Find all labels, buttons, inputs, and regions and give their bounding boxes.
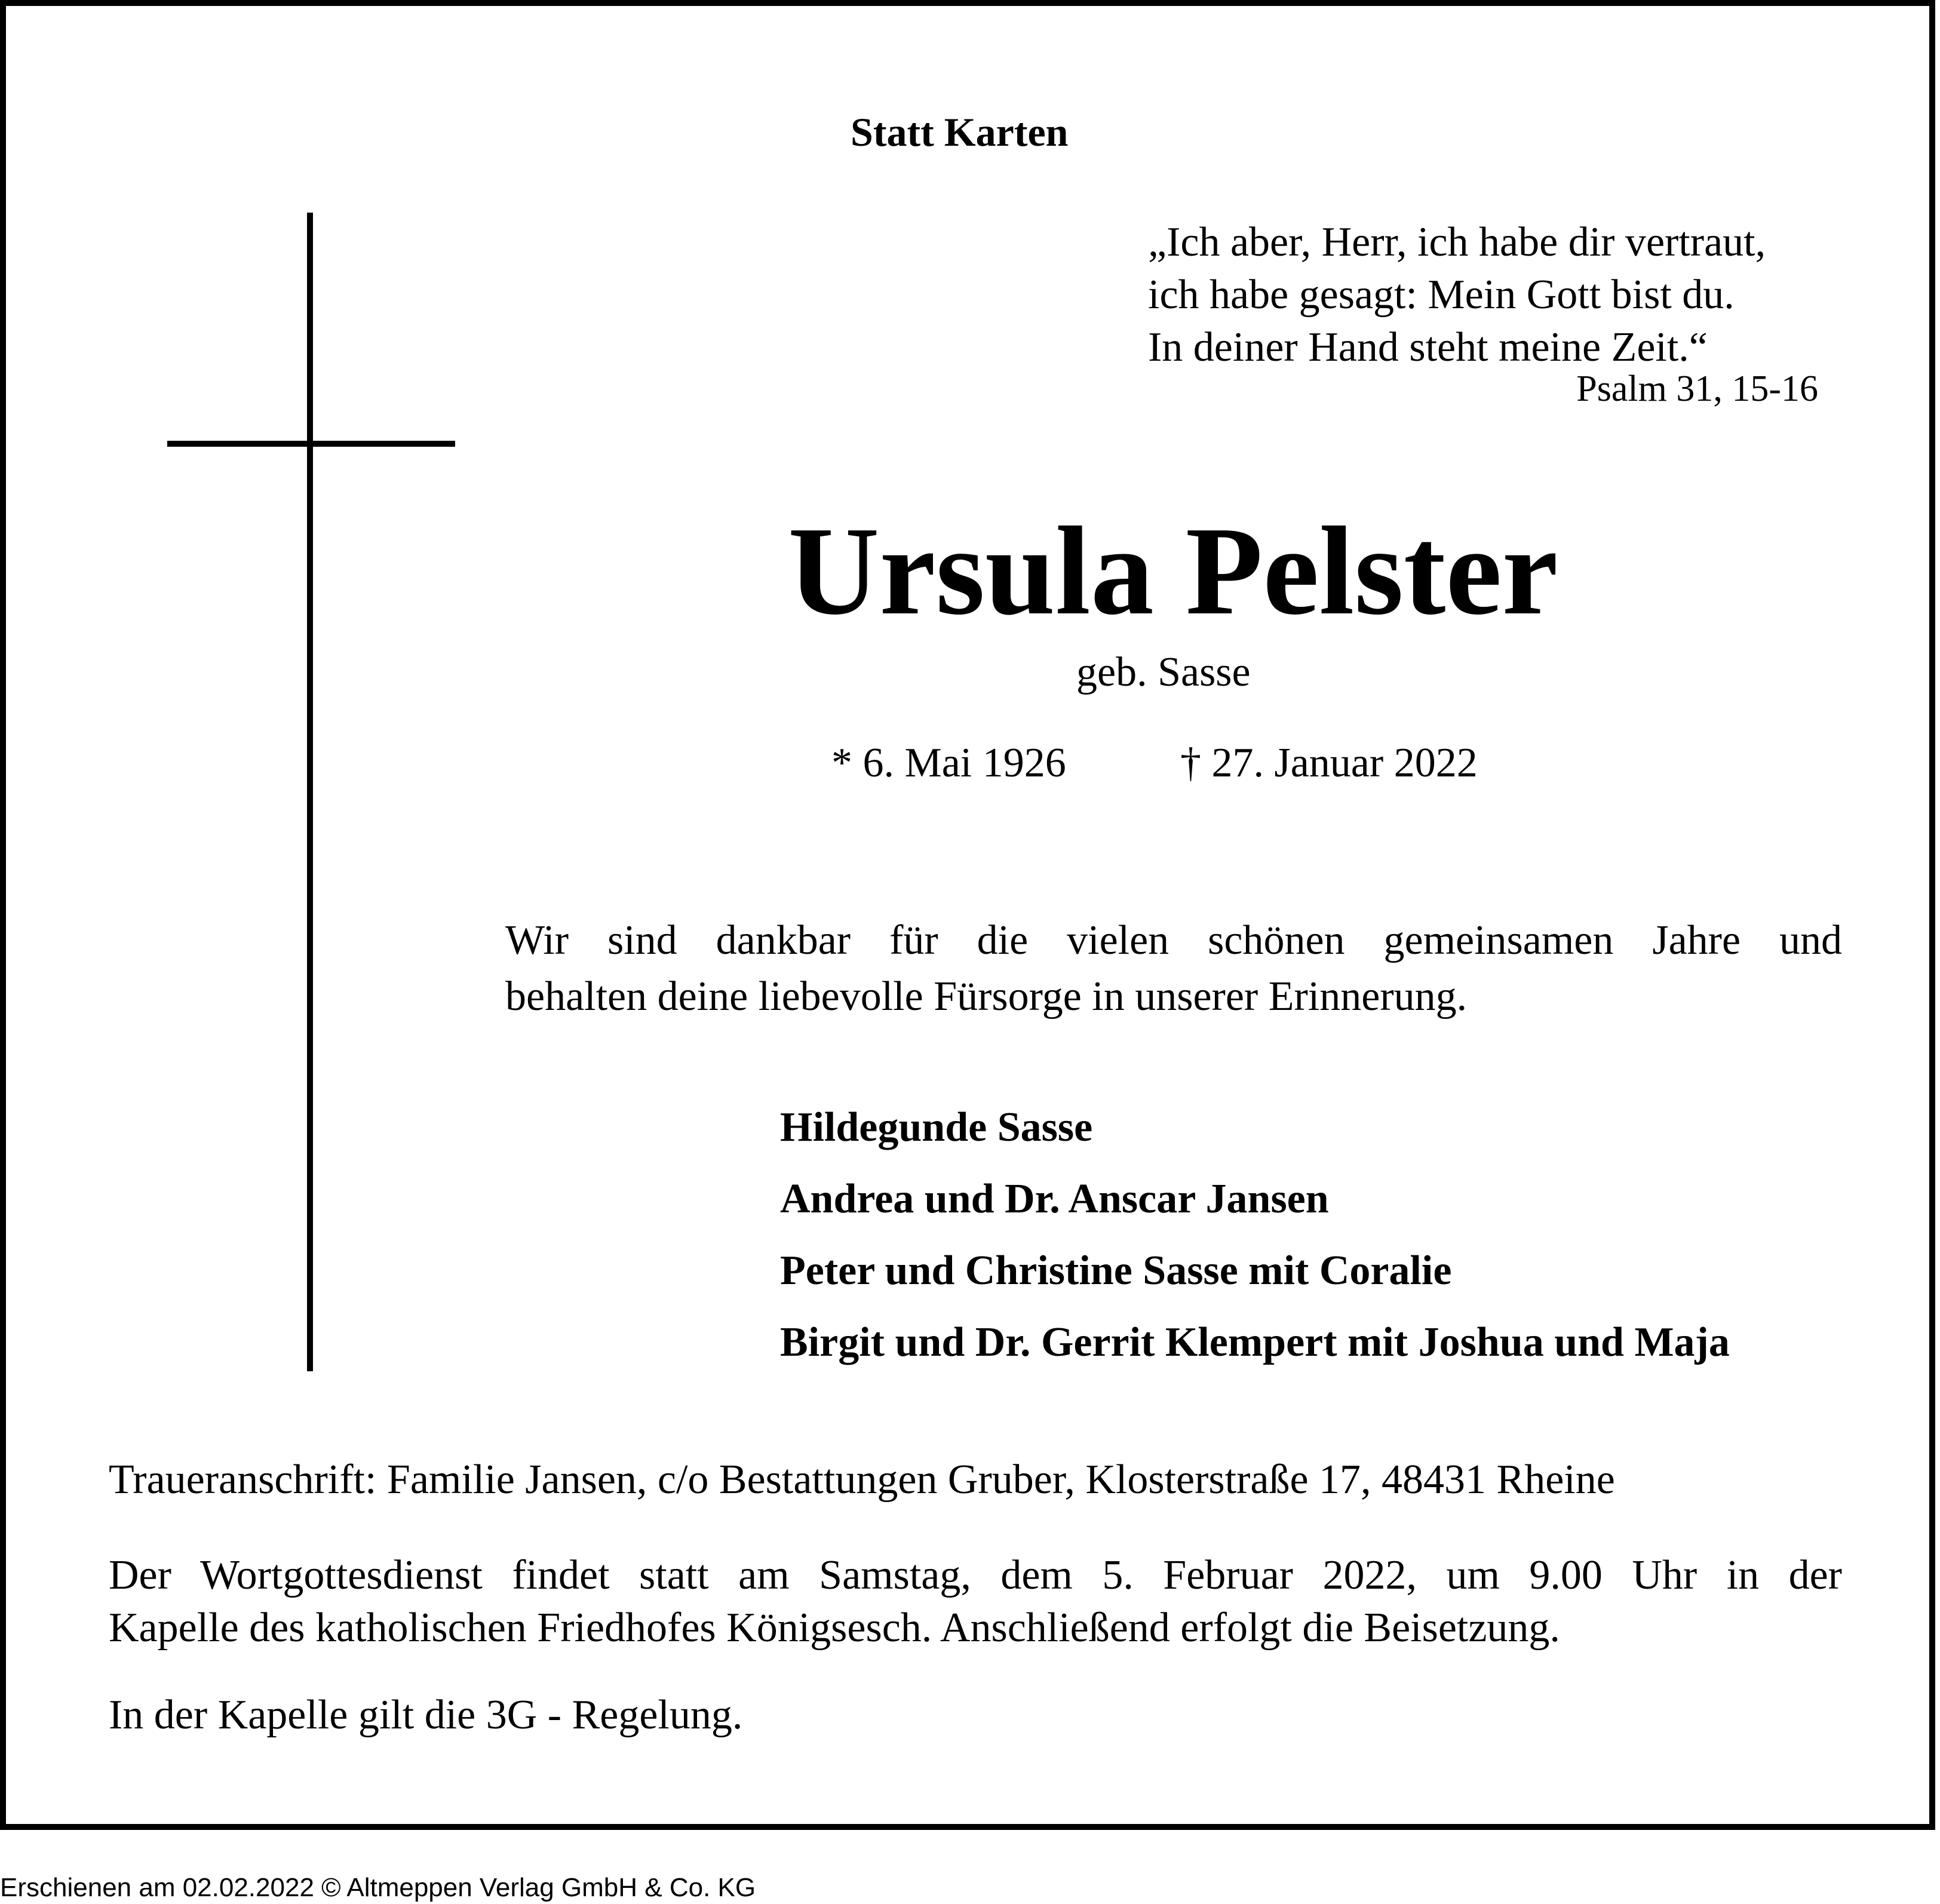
mourner-name: Birgit und Dr. Gerrit Klempert mit Joshua und Maja bbox=[780, 1319, 1730, 1365]
death-date: † 27. Januar 2022 bbox=[1180, 740, 1478, 786]
quote-line: In deiner Hand steht meine Zeit.“ bbox=[1148, 324, 1708, 370]
quote-line: „Ich aber, Herr, ich habe dir vertraut, bbox=[1148, 219, 1766, 265]
service-info bbox=[109, 1549, 1842, 1654]
chapel-notice: In der Kapelle gilt die 3G - Regelung. bbox=[109, 1692, 743, 1738]
mourner-name: Hildegunde Sasse bbox=[780, 1104, 1093, 1150]
service-line: Der Wortgottesdienst findet statt am Samstag, dem 5. Februar 2022, um 9.00 Uhr in der bbox=[109, 1552, 1842, 1598]
bible-quote bbox=[1148, 216, 1766, 374]
born-name: geb. Sasse bbox=[1076, 649, 1251, 695]
deceased-name: Ursula Pelster bbox=[788, 500, 1558, 641]
mourning-address: Traueranschrift: Familie Jansen, c/o Bestattungen Gruber, Klosterstraße 17, 48431 Rheine bbox=[109, 1457, 1615, 1503]
tribute-line: Wir sind dankbar für die vielen schönen gemeinsamen Jahre und bbox=[505, 917, 1842, 963]
tribute-line: behalten deine liebevolle Fürsorge in unserer Erinnerung. bbox=[505, 974, 1468, 1019]
mourner-name: Peter und Christine Sasse mit Coralie bbox=[780, 1248, 1452, 1294]
quote-line: ich habe gesagt: Mein Gott bist du. bbox=[1148, 272, 1735, 318]
tribute-text bbox=[505, 913, 1842, 1025]
birth-date: * 6. Mai 1926 bbox=[831, 740, 1066, 786]
quote-source: Psalm 31, 15-16 bbox=[1576, 368, 1818, 409]
mourner-name: Andrea und Dr. Anscar Jansen bbox=[780, 1176, 1329, 1222]
cross-icon-vertical-bar bbox=[307, 213, 313, 1371]
publication-footer: Erschienen am 02.02.2022 © Altmeppen Verlag GmbH & Co. KG bbox=[0, 1873, 756, 1902]
cross-icon-horizontal-bar bbox=[167, 441, 455, 447]
service-line: Kapelle des katholischen Friedhofes Königsesch. Anschließend erfolgt die Beisetzung. bbox=[109, 1605, 1560, 1651]
header-title: Statt Karten bbox=[851, 109, 1069, 155]
